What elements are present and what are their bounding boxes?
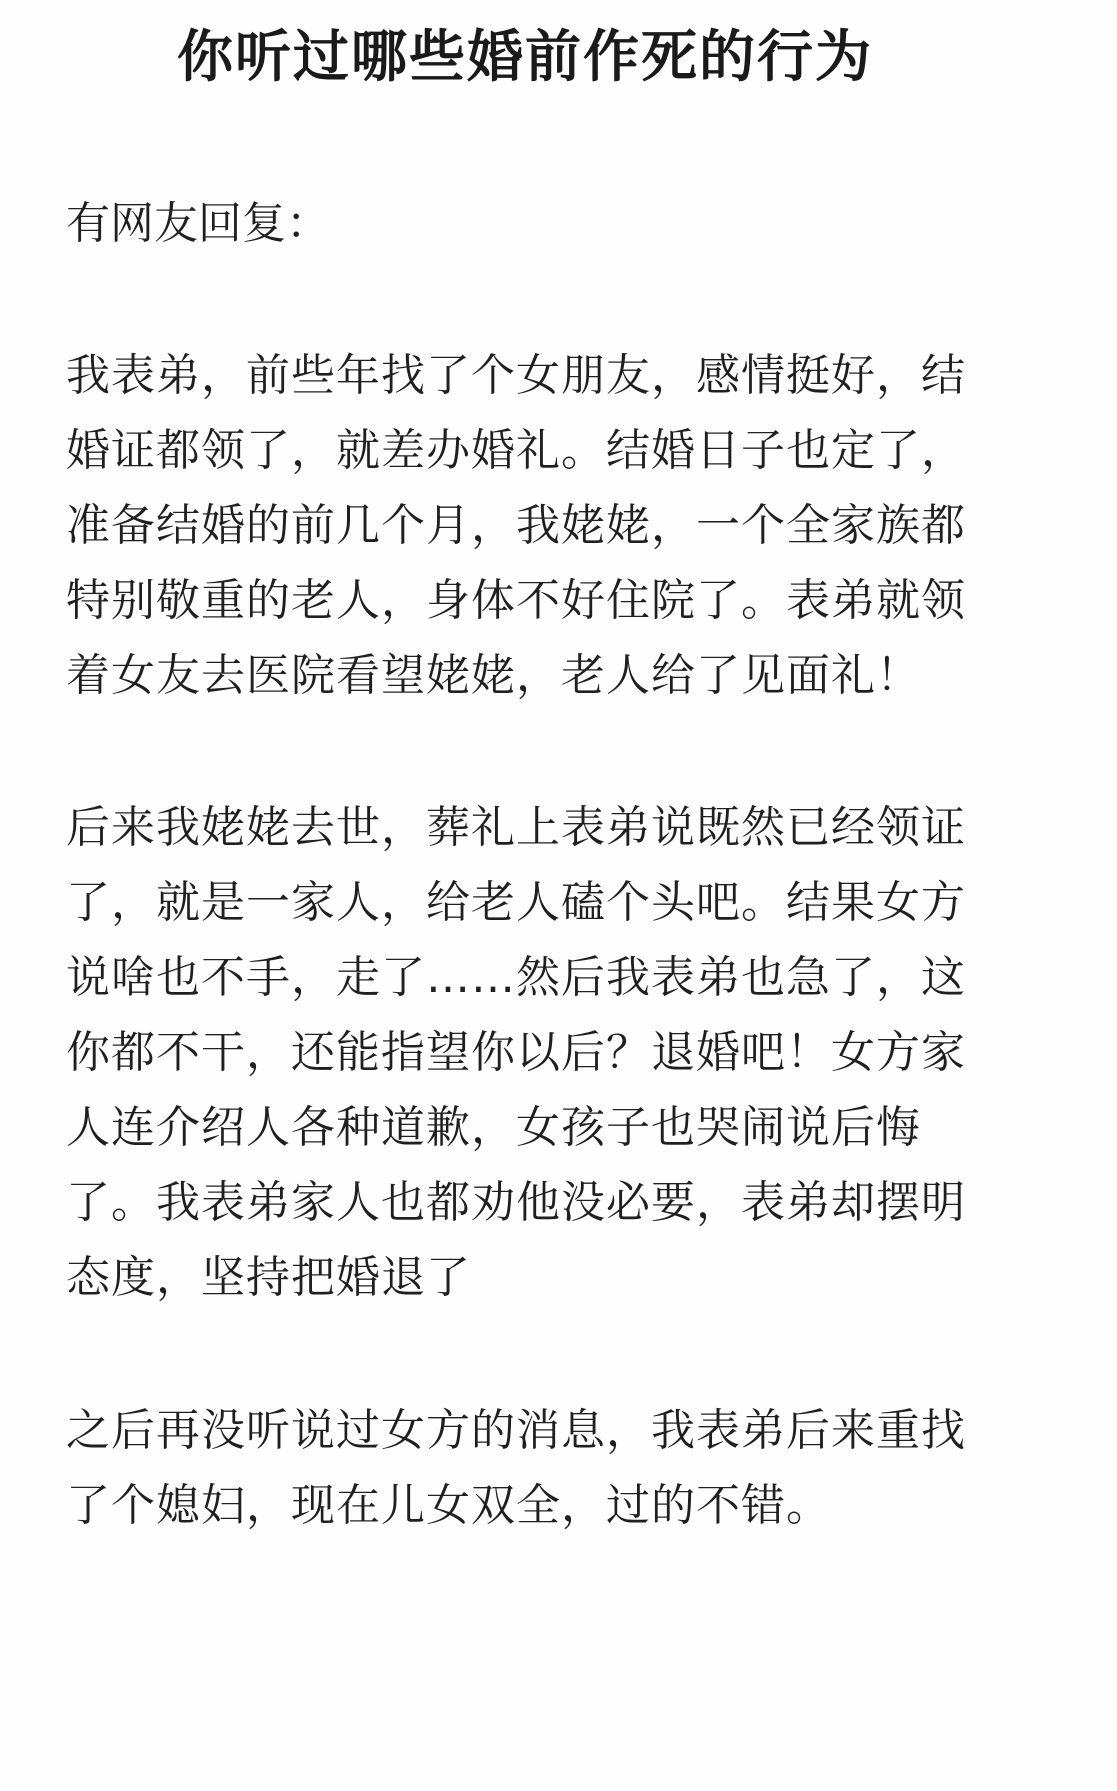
text-line: 说啥也不手，走了……然后我表弟也急了，这 [66, 952, 966, 1003]
text-line: 了，就是一家人，给老人磕个头吧。结果女方 [66, 877, 966, 928]
article-title: 你听过哪些婚前作死的行为 [177, 25, 873, 90]
text-line: 我表弟，前些年找了个女朋友，感情挺好，结 [66, 350, 966, 401]
paragraph-3 [66, 1393, 1046, 1543]
text-line: 之后再没听说过女方的消息，我表弟后来重找 [66, 1405, 966, 1456]
text-line: 特别敬重的老人，身体不好住院了。表弟就领 [66, 575, 966, 626]
text-line: 人连介绍人各种道歉，女孩子也哭闹说后悔 [66, 1102, 921, 1153]
text-line: 婚证都领了，就差办婚礼。结婚日子也定了， [66, 425, 966, 476]
text-line: 你都不干，还能指望你以后？退婚吧！女方家 [66, 1027, 966, 1078]
text-line: 态度，坚持把婚退了 [66, 1252, 471, 1303]
text-line: 了个媳妇，现在儿女双全，过的不错。 [66, 1480, 831, 1531]
text-line: 了。我表弟家人也都劝他没必要，表弟却摆明 [66, 1177, 966, 1228]
text-line: 着女友去医院看望姥姥，老人给了见面礼！ [66, 650, 921, 701]
paragraph-2 [66, 790, 1046, 1315]
reply-intro: 有网友回复： [66, 198, 330, 249]
text-line: 准备结婚的前几个月，我姥姥，一个全家族都 [66, 500, 966, 551]
text-line: 后来我姥姥去世，葬礼上表弟说既然已经领证 [66, 802, 966, 853]
paragraph-1 [66, 338, 1046, 713]
